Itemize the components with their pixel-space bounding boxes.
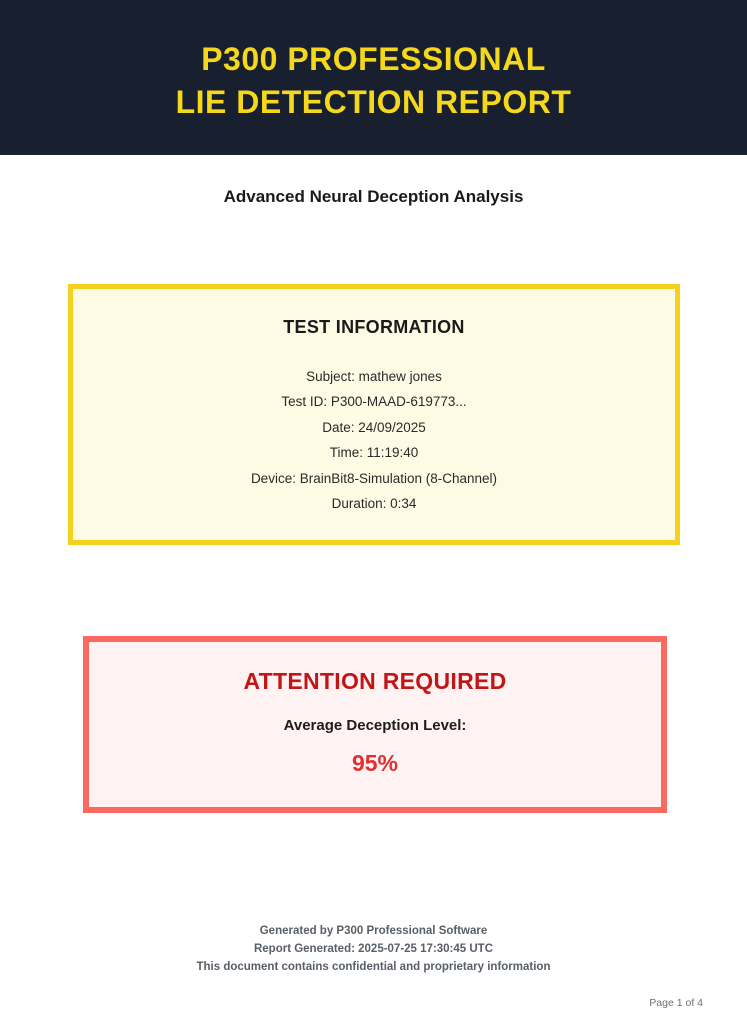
test-info-duration: Duration: 0:34 — [331, 495, 417, 511]
footer-generated-by: Generated by P300 Professional Software — [259, 925, 488, 937]
average-deception-level-label: Average Deception Level: — [283, 717, 467, 734]
report-footer — [0, 922, 747, 976]
test-info-test-id: Test ID: P300-MAAD-619773... — [281, 394, 467, 410]
report-header-banner — [0, 0, 747, 155]
test-info-subject: Subject: mathew jones — [306, 369, 442, 384]
test-info-time: Time: 11:19:40 — [329, 445, 419, 461]
test-info-device: Device: BrainBit8-Simulation (8-Channel) — [250, 470, 498, 486]
footer-generated-timestamp: Report Generated: 2025-07-25 17:30:45 UTC — [253, 943, 494, 956]
report-subtitle: Advanced Neural Deception Analysis — [223, 187, 524, 206]
test-info-date: Date: 24/09/2025 — [322, 419, 426, 435]
attention-required-panel — [83, 636, 667, 813]
report-title-line-2: LIE DETECTION REPORT — [175, 83, 572, 120]
page-number: Page 1 of 4 — [649, 997, 703, 1009]
report-title-line-1: P300 PROFESSIONAL — [201, 40, 546, 77]
average-deception-level-value: 95% — [351, 750, 399, 776]
attention-required-title: ATTENTION REQUIRED — [243, 668, 507, 694]
test-information-panel — [68, 284, 680, 545]
footer-confidentiality-notice: This document contains confidential and proprietary information — [196, 961, 551, 974]
test-information-title: TEST INFORMATION — [283, 317, 465, 337]
